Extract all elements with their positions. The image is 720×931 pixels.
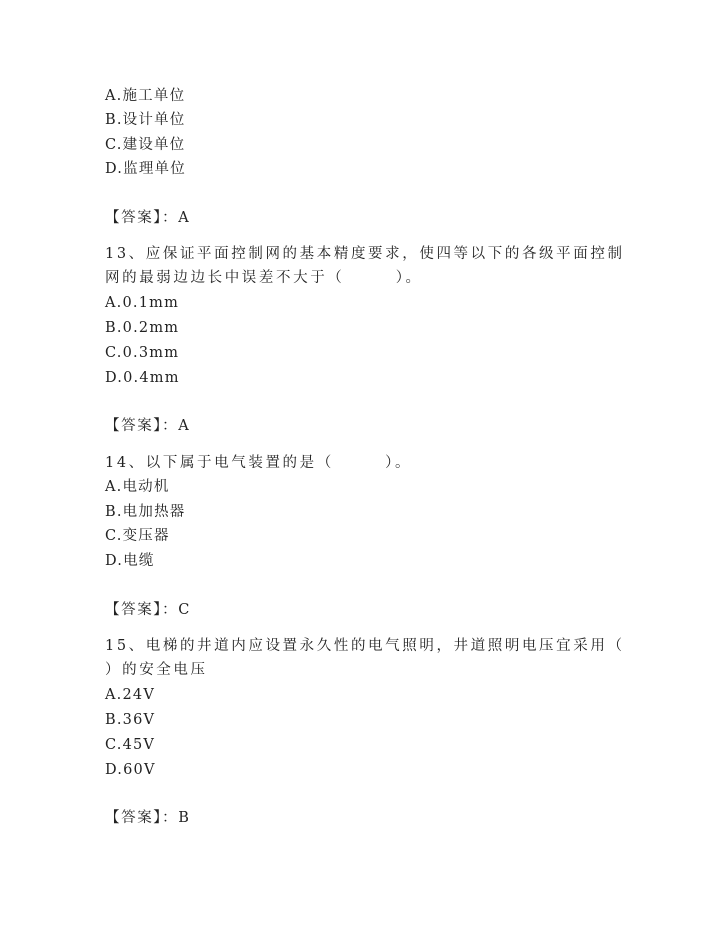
q15-answer: 【答案】：B: [105, 810, 191, 826]
q14-option-c: C.变压器: [105, 528, 170, 544]
q12-option-c: C.建设单位: [105, 137, 186, 153]
q15-option-d: D.60V: [105, 762, 156, 778]
q15-option-a: A.24V: [105, 687, 156, 703]
q14-option-a: A.电动机: [105, 479, 170, 495]
q12-option-b: B.设计单位: [105, 112, 186, 128]
q15-stem-line1: 15、电梯的井道内应设置永久性的电气照明，井道照明电压宜采用（: [105, 638, 625, 654]
q12-option-d: D.监理单位: [105, 161, 186, 177]
q13-option-b: B.0.2mm: [105, 320, 180, 336]
q13-option-d: D.0.4mm: [105, 370, 180, 386]
q15-option-b: B.36V: [105, 712, 156, 728]
q13-answer: 【答案】：A: [105, 418, 191, 434]
q15-option-c: C.45V: [105, 737, 156, 753]
q13-stem-line1: 13、应保证平面控制网的基本精度要求，使四等以下的各级平面控制: [105, 246, 625, 262]
q14-option-d: D.电缆: [105, 553, 155, 569]
q14-answer: 【答案】：C: [105, 602, 191, 618]
q12-answer: 【答案】：A: [105, 210, 191, 226]
q13-stem-line2: 网的最弱边边长中误差不大于（ ）。: [105, 270, 423, 286]
q15-stem-line2: ）的安全电压: [105, 662, 208, 678]
q13-option-a: A.0.1mm: [105, 295, 180, 311]
q13-option-c: C.0.3mm: [105, 345, 180, 361]
q14-stem-line1: 14、以下属于电气装置的是（ ）。: [105, 455, 413, 471]
q14-option-b: B.电加热器: [105, 504, 186, 520]
q12-option-a: A.施工单位: [105, 88, 186, 104]
